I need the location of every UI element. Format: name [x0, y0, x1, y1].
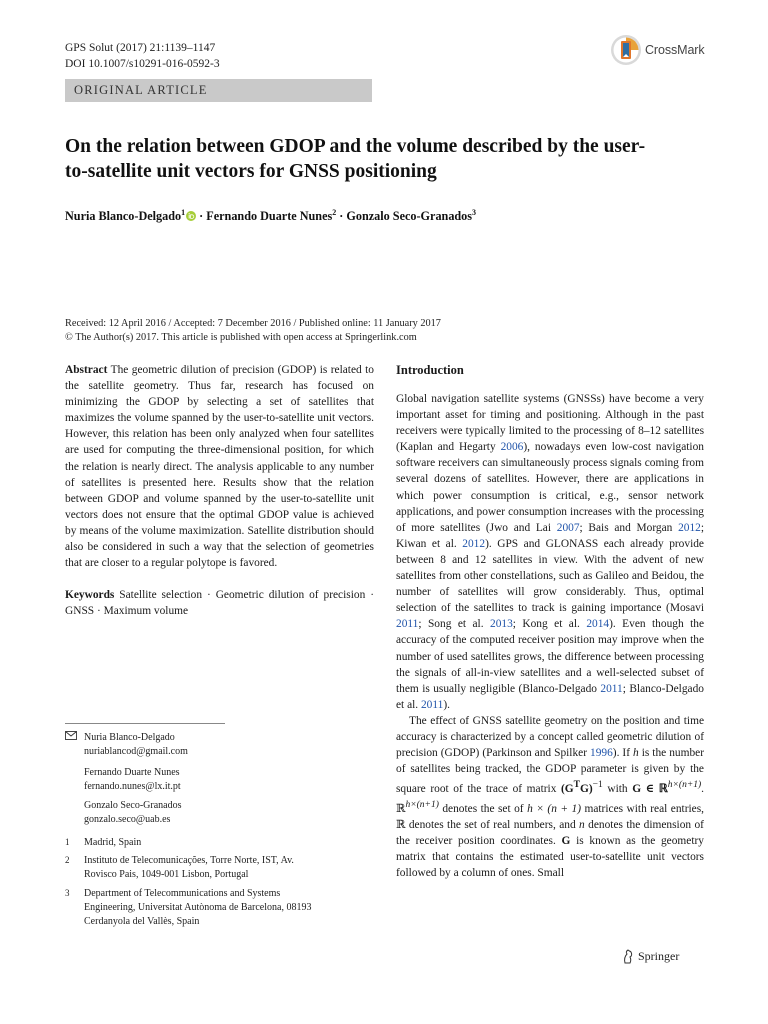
corresponding-author [65, 731, 374, 759]
left-column [65, 362, 374, 619]
citation-link[interactable]: 2011 [420, 698, 444, 711]
text-span: . [701, 783, 705, 796]
copyright-line: © The Author(s) 2017. This article is published with open access at Springerlink.com [65, 332, 417, 343]
publisher-name: Springer [638, 949, 680, 963]
author-1[interactable]: Nuria Blanco-Delgado [65, 209, 182, 224]
affiliation-2 [65, 854, 325, 882]
citation-link[interactable]: 2012 [462, 537, 486, 550]
intro-paragraph-1 [396, 391, 704, 713]
affiliation-1 [65, 836, 374, 850]
contact-email[interactable]: nuriablancod@gmail.com [84, 745, 188, 757]
text-span: with [602, 783, 633, 796]
affiliation-number: 1 [65, 837, 70, 847]
affiliation-number: 2 [65, 855, 70, 865]
introduction-heading: Introduction [396, 363, 464, 377]
intro-paragraph-2 [396, 713, 704, 882]
math-sup: h×(n+1) [667, 780, 702, 791]
math-dim: h × (n + 1) [527, 802, 581, 815]
author-2[interactable]: Fernando Duarte Nunes [206, 209, 333, 224]
keywords [65, 587, 374, 619]
contact-2 [65, 766, 374, 794]
contact-email[interactable]: gonzalo.seco@uab.es [84, 813, 171, 825]
math-set: G ∈ ℝ [632, 783, 668, 796]
contact-name: Gonzalo Seco-Granados [84, 800, 182, 811]
author-3-affiliation-mark: 3 [472, 208, 477, 217]
math-matrix: G) [580, 783, 593, 796]
keywords-text: Satellite selection · Geometric dilution of precision · GNSS · Maximum volume [65, 589, 374, 618]
article-type: ORIGINAL ARTICLE [74, 83, 208, 97]
citation-link[interactable]: 2011 [600, 682, 623, 695]
author-separator: · [196, 209, 207, 224]
author-1-affiliation-mark: 1 [181, 208, 186, 217]
keywords-label: Keywords [65, 589, 115, 602]
contact-email[interactable]: fernando.nunes@lx.it.pt [84, 780, 181, 792]
text-span: denotes the dimension of the receiver position coordinates. [396, 819, 704, 848]
citation-link[interactable]: 2014 [586, 618, 610, 631]
text-span: ). [443, 698, 450, 711]
text-span: Global navigation satellite systems (GNSSs) have become a very important asset for timing and positioning. Although in the past receivers were typically limited to the processing of 8–12 satellites (Kaplan and Hegarty [396, 393, 704, 454]
contact-name: Fernando Duarte Nunes [84, 767, 180, 778]
math-matrix: (G [561, 783, 574, 796]
author-2-affiliation-mark: 2 [332, 208, 337, 217]
math-sup: −1 [592, 780, 603, 791]
affiliation-number: 3 [65, 888, 70, 898]
text-span: denotes the set of [438, 802, 528, 815]
journal-citation: GPS Solut (2017) 21:1139–1147 [65, 42, 216, 54]
contact-name: Nuria Blanco-Delgado [84, 732, 175, 743]
affiliation-3 [65, 887, 325, 928]
crossmark-badge[interactable] [610, 34, 720, 66]
math-h: h [633, 747, 639, 760]
text-span: matrices with real entries, ℝ denotes the set of real numbers, and [396, 802, 704, 832]
citation-link[interactable]: 2006 [500, 441, 524, 454]
right-column [396, 362, 704, 881]
abstract-text: The geometric dilution of precision (GDOP) is related to the satellite geometry. Thus far, research has focused on minimizing the GDOP by selecting a set of satellites that maximizes the volume spanned by the user-to-satellite unit vectors. However, this relation has been only analyzed when four satellites are used for computing the three-dimensional position, for which the relation is nearly direct. The analysis applicable to any number of satellites is presented here. Results show that the relation between GDOP and volume spanned by the user-to-satellite unit vectors does not ensure that the optimal GDOP value is achieved by means of the volume maximization. Satellite distribution should also be considered in such a way that the selection of geometries that are closer to a regular polytope is favored. [65, 364, 374, 570]
citation-link[interactable]: 1996 [590, 747, 613, 760]
envelope-icon [65, 731, 77, 745]
text-span: ). GPS and GLONASS each already provide between 8 and 12 satellites in view. With the advent of new satellites from other constellations, such as Galileo and Beidou, the number of satellites will grow considerably. Thus, optimal selection of the satellites to track is gaining importance (Mosavi [396, 537, 704, 615]
author-list [65, 205, 725, 224]
crossmark-icon [610, 34, 642, 66]
affiliation-text: Instituto de Telecomunicações, Torre Norte, IST, Av. Rovisco Pais, 1049-001 Lisbon, Portugal [84, 855, 294, 880]
math-set: ℝ [396, 802, 406, 815]
text-span: is the number of satellites being tracked, the GDOP parameter is given by the square root of the trace of matrix [396, 747, 704, 796]
abstract-label: Abstract [65, 364, 108, 376]
crossmark-label: CrossMark [645, 43, 705, 57]
text-span: ; Bais and Morgan [579, 521, 679, 534]
text-span: is known as the geometry matrix that contains the estimated user-to-satellite unit vectors followed by a column of ones. Small [396, 835, 704, 880]
article-type-banner [65, 79, 372, 102]
paper-title: On the relation between GDOP and the volume described by the user-to-satellite unit vectors for GNSS positioning [65, 136, 646, 182]
dates-line: Received: 12 April 2016 / Accepted: 7 December 2016 / Published online: 11 January 2017 [65, 318, 441, 329]
text-span: ; Blanco-Delgado et al. [396, 682, 704, 711]
author-separator: · [336, 209, 347, 224]
math-G: G [561, 835, 571, 848]
math-sup: T [573, 780, 581, 791]
text-span: ; Kong et al. [512, 618, 587, 631]
affiliation-text: Department of Telecommunications and Systems Engineering, Universitat Autònoma de Barcelona, 08193 Cerdanyola del Vallès, Spain [84, 888, 312, 927]
orcid-icon[interactable] [186, 211, 196, 221]
text-span: The effect of GNSS satellite geometry on the position and time accuracy is characterized by a concept called geometric dilution of precision (GDOP) (Parkinson and Spilker [396, 714, 704, 760]
text-span: ; Song et al. [418, 618, 490, 631]
citation-link[interactable]: 2012 [678, 521, 701, 534]
math-n: n [579, 819, 585, 832]
springer-horse-icon [622, 949, 634, 964]
doi[interactable]: DOI 10.1007/s10291-016-0592-3 [65, 58, 220, 70]
citation-link[interactable]: 2007 [556, 521, 580, 534]
footnote-divider [65, 723, 225, 724]
author-3[interactable]: Gonzalo Seco-Granados [346, 209, 473, 224]
text-span: ). Even though the accuracy of the computed receiver position may improve when the number of used satellites grows, the difference between processing the signals of all-in-view satellites and a well-selected subset of them is usually negligible (Blanco-Delgado [396, 618, 705, 695]
citation-link[interactable]: 2011 [396, 618, 419, 631]
publisher-logo[interactable] [622, 949, 679, 964]
text-span: ). If [612, 747, 634, 760]
publication-dates [65, 317, 725, 345]
contact-3 [65, 799, 374, 827]
abstract [65, 362, 374, 571]
text-span: ; Kiwan et al. [396, 521, 705, 550]
math-sup: h×(n+1) [405, 800, 439, 811]
citation-link[interactable]: 2013 [490, 618, 513, 631]
affiliation-text: Madrid, Spain [84, 837, 142, 848]
text-span: ), nowadays even low-cost navigation software receivers can simultaneously process signals coming from several dozens of satellites. However, there are applications in which power consumption is critical, e.g., sensor network applications, and power consumption increases with the processing of more satellites (Jwo and Lai [396, 441, 704, 534]
